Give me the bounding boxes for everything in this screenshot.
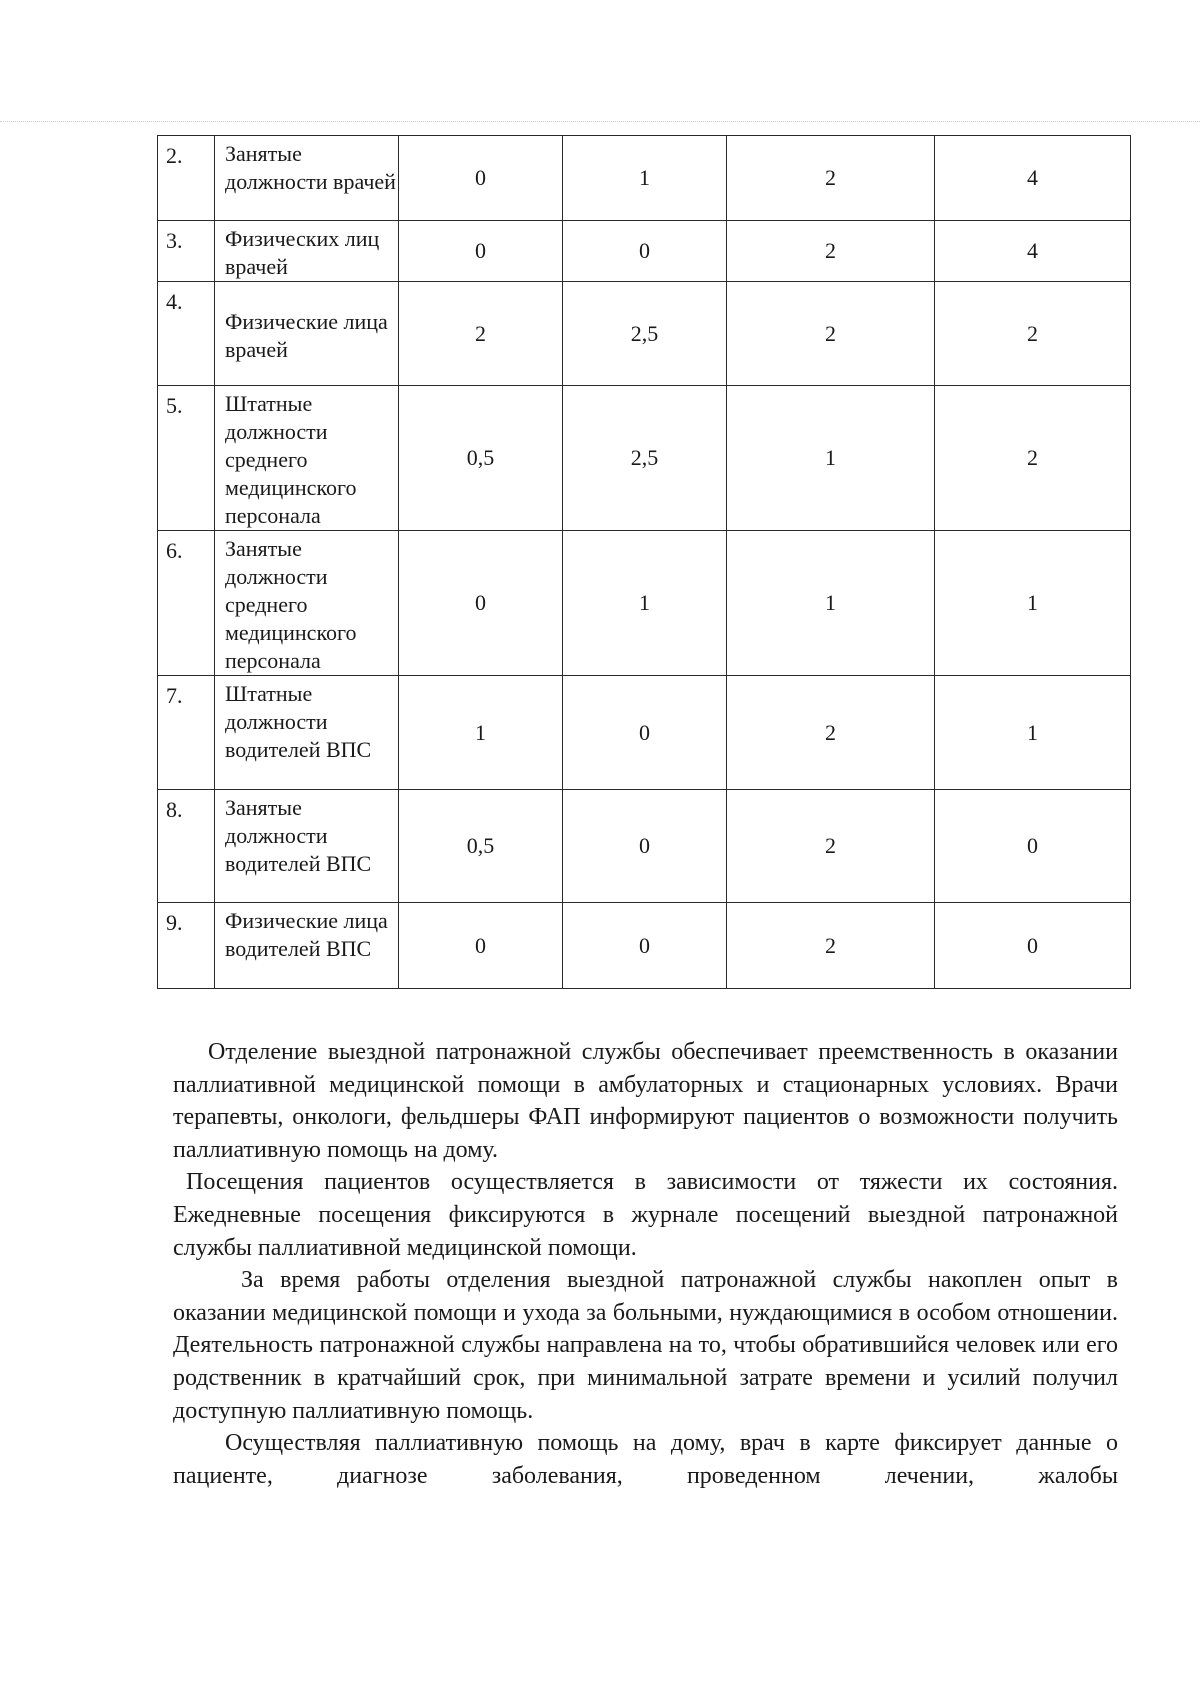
value-cell: 4 (935, 136, 1131, 221)
row-name: Физические лица врачей (215, 282, 399, 386)
table-row (158, 676, 1131, 790)
row-number: 8. (158, 790, 215, 903)
table-row (158, 282, 1131, 386)
value-cell: 0 (399, 531, 563, 676)
row-name: Физических лиц врачей (215, 221, 399, 282)
value-cell: 4 (935, 221, 1131, 282)
value-cell: 0 (935, 790, 1131, 903)
row-number: 5. (158, 386, 215, 531)
value-cell: 2,5 (563, 386, 727, 531)
value-cell: 0 (399, 136, 563, 221)
row-name: Занятые должности водителей ВПС (215, 790, 399, 903)
value-cell: 2 (727, 282, 935, 386)
row-name: Занятые должности врачей (215, 136, 399, 221)
row-name: Физические лица водителей ВПС (215, 903, 399, 989)
value-cell: 1 (563, 531, 727, 676)
table-row (158, 221, 1131, 282)
paragraph-3: За время работы отделения выездной патронажной службы накоплен опыт в оказании медицинской помощи и ухода за больными, нуждающимися в особом отношении. Деятельность патронажной службы направлена на то, чтобы обратившийся человек или его родственник в кратчайший срок, при минимальной затрате времени и усилий получил доступную паллиативную помощь. (173, 1267, 1118, 1424)
row-number: 3. (158, 221, 215, 282)
value-cell: 1 (727, 386, 935, 531)
value-cell: 0,5 (399, 790, 563, 903)
value-cell: 2 (935, 282, 1131, 386)
paragraph-2: Посещения пациентов осуществляется в зависимости от тяжести их состояния. Ежедневные посещения фиксируются в журнале посещений выездной патронажной службы паллиативной медицинской помощи. (173, 1169, 1118, 1261)
value-cell: 2 (727, 903, 935, 989)
row-number: 2. (158, 136, 215, 221)
paragraph-4: Осуществляя паллиативную помощь на дому, врач в карте фиксирует данные о пациенте, диагнозе заболевания, проведенном лечении, жалобы (173, 1430, 1118, 1489)
body-text (173, 1036, 1118, 1492)
value-cell: 0,5 (399, 386, 563, 531)
value-cell: 2 (727, 790, 935, 903)
value-cell: 2,5 (563, 282, 727, 386)
row-number: 7. (158, 676, 215, 790)
row-number: 4. (158, 282, 215, 386)
value-cell: 0 (935, 903, 1131, 989)
value-cell: 2 (935, 386, 1131, 531)
row-name: Занятые должности среднего медицинского персонала (215, 531, 399, 676)
value-cell: 1 (935, 531, 1131, 676)
table-row (158, 386, 1131, 531)
table-row (158, 790, 1131, 903)
value-cell: 0 (563, 790, 727, 903)
row-number: 9. (158, 903, 215, 989)
value-cell: 0 (399, 221, 563, 282)
value-cell: 2 (727, 221, 935, 282)
value-cell: 1 (727, 531, 935, 676)
value-cell: 1 (563, 136, 727, 221)
value-cell: 1 (399, 676, 563, 790)
row-number: 6. (158, 531, 215, 676)
value-cell: 2 (399, 282, 563, 386)
scan-artifact-line (0, 121, 1200, 122)
row-name: Штатные должности водителей ВПС (215, 676, 399, 790)
table-row (158, 531, 1131, 676)
staff-table (157, 135, 1131, 989)
table-row (158, 136, 1131, 221)
value-cell: 2 (727, 676, 935, 790)
value-cell: 0 (399, 903, 563, 989)
table-row (158, 903, 1131, 989)
value-cell: 2 (727, 136, 935, 221)
row-name: Штатные должности среднего медицинского персонала (215, 386, 399, 531)
value-cell: 0 (563, 676, 727, 790)
value-cell: 0 (563, 221, 727, 282)
value-cell: 0 (563, 903, 727, 989)
value-cell: 1 (935, 676, 1131, 790)
paragraph-1: Отделение выездной патронажной службы обеспечивает преемственность в оказании паллиативной медицинской помощи в амбулаторных и стационарных условиях. Врачи терапевты, онкологи, фельдшеры ФАП информируют пациентов о возможности получить паллиативную помощь на дому. (173, 1039, 1118, 1163)
